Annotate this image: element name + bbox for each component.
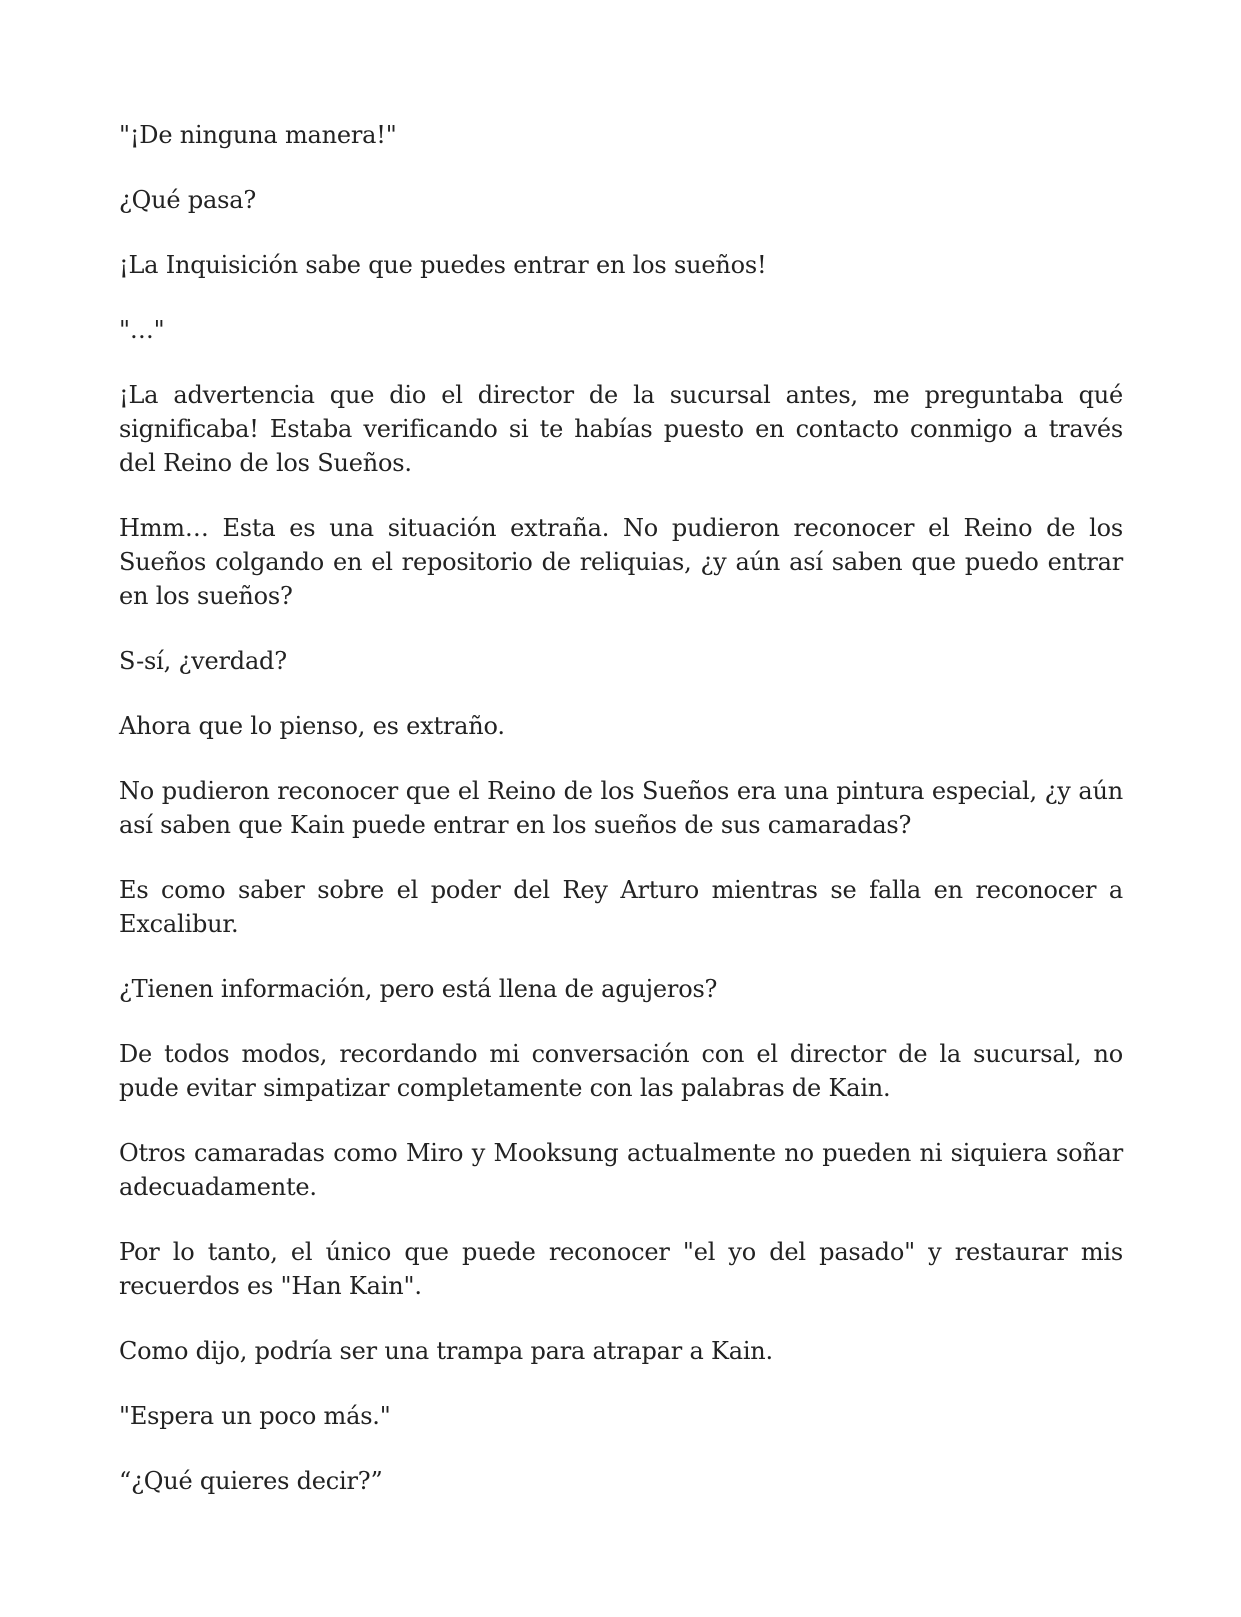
paragraph-4: "…" <box>119 316 165 344</box>
paragraph-3: ¡La Inquisición sabe que puedes entrar en los sueños! <box>119 251 767 279</box>
paragraph-1: "¡De ninguna manera!" <box>119 121 397 149</box>
paragraph-16: "Espera un poco más." <box>119 1402 391 1430</box>
paragraph-9: No pudieron reconocer que el Reino de los Sueños era una pintura especial, ¿y aún así saben que Kain puede entrar en los sueños de sus camaradas? <box>119 777 1123 839</box>
paragraph-10: Es como saber sobre el poder del Rey Arturo mientras se falla en reconocer a Excalibur. <box>119 876 1123 938</box>
paragraph-6: Hmm… Esta es una situación extraña. No pudieron reconocer el Reino de los Sueños colgando en el repositorio de reliquias, ¿y aún así saben que puedo entrar en los sueños? <box>119 514 1123 610</box>
paragraph-12: De todos modos, recordando mi conversación con el director de la sucursal, no pude evitar simpatizar completamente con las palabras de Kain. <box>119 1040 1123 1102</box>
paragraph-14: Por lo tanto, el único que puede reconocer "el yo del pasado" y restaurar mis recuerdos es "Han Kain". <box>119 1238 1123 1300</box>
paragraph-11: ¿Tienen información, pero está llena de agujeros? <box>119 975 718 1003</box>
paragraph-5: ¡La advertencia que dio el director de la sucursal antes, me preguntaba qué significaba! Estaba verificando si te habías puesto en contacto conmigo a través del Reino de los Sueños. <box>119 381 1123 477</box>
document-body <box>119 118 1123 1498</box>
paragraph-7: S-sí, ¿verdad? <box>119 647 287 675</box>
paragraph-17: “¿Qué quieres decir?” <box>119 1467 383 1495</box>
paragraph-8: Ahora que lo pienso, es extraño. <box>119 712 505 740</box>
paragraph-2: ¿Qué pasa? <box>119 186 256 214</box>
paragraph-15: Como dijo, podría ser una trampa para atrapar a Kain. <box>119 1337 773 1365</box>
paragraph-13: Otros camaradas como Miro y Mooksung actualmente no pueden ni siquiera soñar adecuadamente. <box>119 1139 1123 1201</box>
